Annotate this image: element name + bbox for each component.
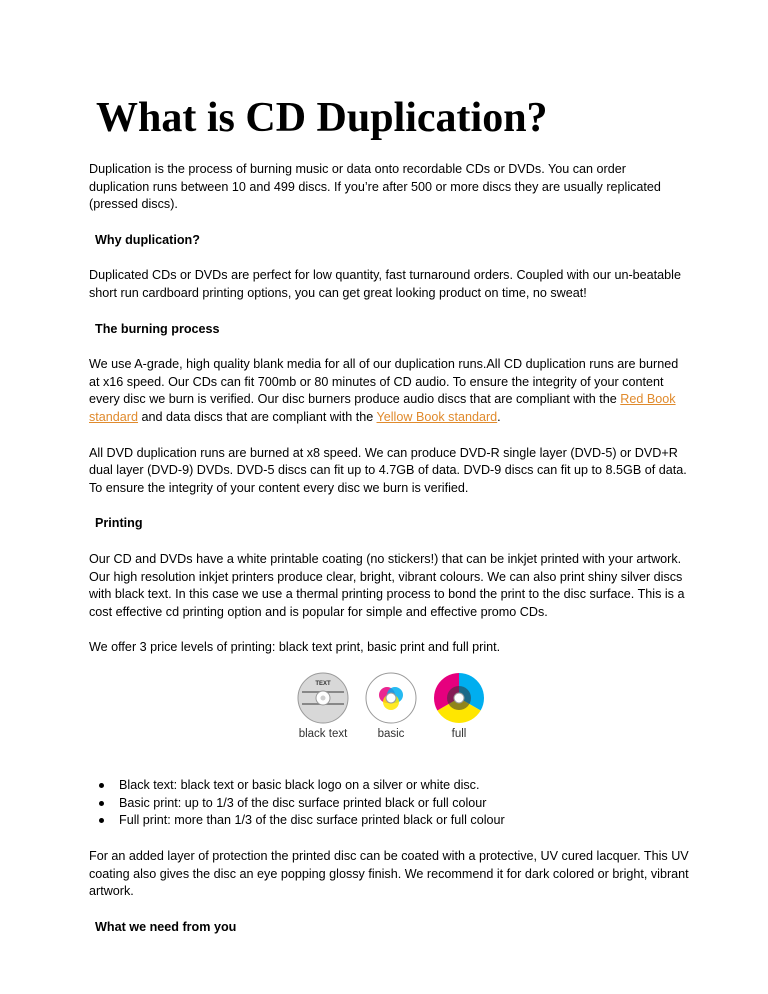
black-text-disc-icon: [296, 671, 350, 725]
price-levels-paragraph: We offer 3 price levels of printing: black text print, basic print and full print.: [89, 640, 501, 655]
disc-text-label: TEXT: [315, 680, 331, 687]
burning-paragraph-dvd: All DVD duplication runs are burned at x8 speed. We can produce DVD-R single layer (DVD-5) or DVD+R dual layer (DVD-9) DVDs. DVD-5 discs can fit up to 4.7GB of data. DVD-9 discs can fit up to 8.5GB of data. To ensure the integrity of your content every disc we burn is verified.: [89, 445, 687, 495]
full-disc-icon: [432, 671, 486, 725]
print-level-list: [89, 777, 689, 830]
print-level-illustration: [295, 671, 689, 759]
yellow-book-standard-link[interactable]: Yellow Book standard: [376, 409, 498, 424]
burning-text-2: and data discs that are compliant with the: [138, 409, 377, 424]
what-we-need-heading: What we need from you: [95, 920, 237, 935]
why-duplication-paragraph: Duplicated CDs or DVDs are perfect for low quantity, fast turnaround orders. Coupled with our un-beatable short run cardboard printing options, you can get great looking product on time, no sweat!: [89, 268, 681, 300]
burning-text-1: We use A-grade, high quality blank media for all of our duplication runs.All CD duplication runs are burned at x16 speed. Our CDs can fit 700mb or 80 minutes of CD audio. To ensure the integrity of your content every disc we burn is verified. Our disc burners produce audio discs that are compliant with the: [89, 357, 679, 407]
burning-paragraph-cd: [89, 356, 689, 426]
full-label: full: [451, 727, 467, 740]
black-text-label: black text: [298, 727, 348, 740]
burning-process-heading: The burning process: [95, 321, 220, 336]
printing-paragraph: Our CD and DVDs have a white printable coating (no stickers!) that can be inkjet printed with your artwork. Our high resolution inkjet printers produce clear, bright, vibrant colours. We can also print shiny silver discs with black text. In this case we use a thermal printing process to bond the print to the disc surface. This is a cost effective cd printing option and is popular for simple and effective promo CDs.: [89, 551, 685, 619]
red-book-standard-link[interactable]: Red Book standard: [89, 392, 676, 424]
basic-disc: [363, 671, 419, 759]
why-duplication-heading: Why duplication?: [95, 232, 200, 247]
basic-disc-icon: [364, 671, 418, 725]
document-body: [89, 161, 689, 937]
page-title: What is CD Duplication?: [96, 95, 548, 141]
intro-paragraph: Duplication is the process of burning music or data onto recordable CDs or DVDs. You can order duplication runs between 10 and 499 discs. If you’re after 500 or more discs they are usually replicated (pressed discs).: [89, 162, 661, 212]
list-item: Black text: black text or basic black logo on a silver or white disc.: [89, 777, 689, 795]
burning-text-3: .: [497, 409, 501, 424]
uv-coating-paragraph: For an added layer of protection the printed disc can be coated with a protective, UV cured lacquer. This UV coating also gives the disc an eye popping glossy finish. We recommend it for dark colored or bright, vibrant artwork.: [89, 849, 689, 899]
black-text-disc: [295, 671, 351, 759]
list-item: Full print: more than 1/3 of the disc surface printed black or full colour: [89, 812, 689, 830]
full-disc: [431, 671, 487, 759]
list-item: Basic print: up to 1/3 of the disc surface printed black or full colour: [89, 795, 689, 813]
printing-heading: Printing: [95, 516, 143, 531]
basic-label: basic: [377, 727, 405, 740]
